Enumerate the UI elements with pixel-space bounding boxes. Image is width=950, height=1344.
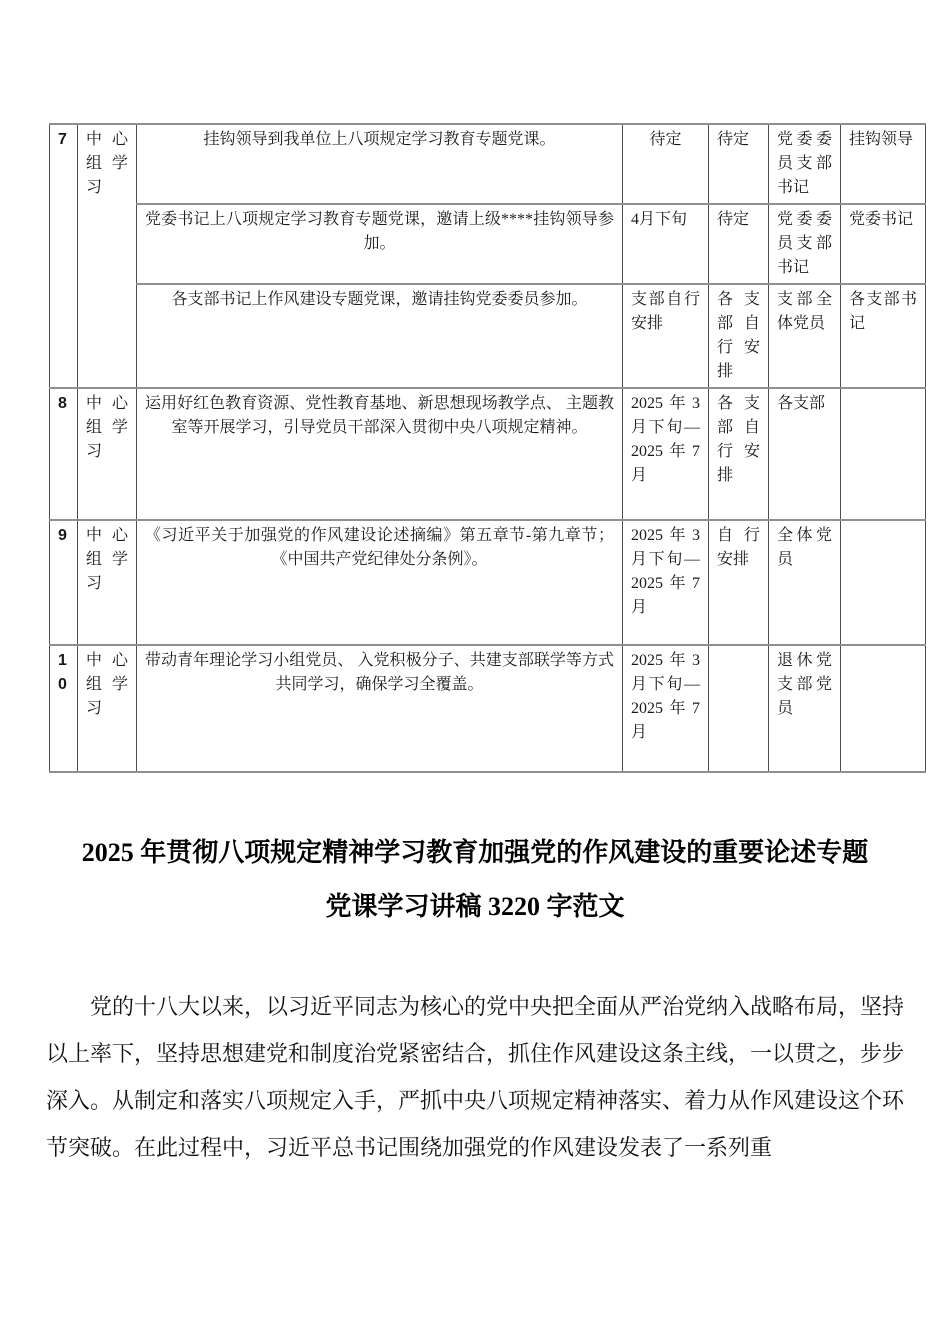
table-row [50, 284, 926, 388]
time-cell: 2025年3月下旬—2025年7月 [623, 388, 709, 520]
table-row [50, 645, 926, 772]
row-number-cell: 10 [50, 645, 78, 772]
time-cell: 4月下旬 [623, 204, 709, 284]
time-cell: 支部自行安排 [623, 284, 709, 388]
arrangement-cell: 待定 [709, 124, 769, 204]
document-title: 2025 年贯彻八项规定精神学习教育加强党的作风建设的重要论述专题党课学习讲稿 3220 字范文 [81, 838, 869, 921]
table-row [50, 388, 926, 520]
arrangement-cell: 各支部自行安排 [709, 284, 769, 388]
category-cell: 中心组学习 [78, 645, 137, 772]
row-number-cell: 7 [50, 124, 78, 388]
participants-cell: 支部全体党员 [769, 284, 841, 388]
participants-cell: 退休党支部党员 [769, 645, 841, 772]
activity-content-cell: 挂钩领导到我单位上八项规定学习教育专题党课。 [137, 124, 623, 204]
participants-cell: 各支部 [769, 388, 841, 520]
body-paragraph: 党的十八大以来，以习近平同志为核心的党中央把全面从严治党纳入战略布局，坚持以上率下，坚持思想建党和制度治党紧密结合，抓住作风建设这条主线，一以贯之，步步深入。从制定和落实八项规定入手，严抓中央八项规定精神落实、着力从作风建设这个环节突破。在此过程中，习近平总书记围绕加强党的作风建设发表了一系列重 [46, 994, 905, 1160]
participants-cell: 党委委员支部书记 [769, 124, 841, 204]
participants-cell: 党委委员支部书记 [769, 204, 841, 284]
row-number-cell: 8 [50, 388, 78, 520]
table-row [50, 520, 926, 645]
speaker-cell: 各支部书记 [841, 284, 926, 388]
activity-content-cell: 运用好红色教育资源、党性教育基地、新思想现场教学点、 主题教室等开展学习，引导党员干部深入贯彻中央八项规定精神。 [137, 388, 623, 520]
table-row [50, 124, 926, 204]
speaker-cell: 挂钩领导 [841, 124, 926, 204]
speaker-cell [841, 520, 926, 645]
table-row [50, 204, 926, 284]
time-cell: 2025年3月下旬—2025年7月 [623, 645, 709, 772]
activity-content-cell: 党委书记上八项规定学习教育专题党课，邀请上级****挂钩领导参加。 [137, 204, 623, 284]
activity-content-cell: 各支部书记上作风建设专题党课，邀请挂钩党委委员参加。 [137, 284, 623, 388]
category-cell: 中心组学习 [78, 388, 137, 520]
arrangement-cell: 待定 [709, 204, 769, 284]
category-cell: 中心组学习 [78, 520, 137, 645]
speaker-cell: 党委书记 [841, 204, 926, 284]
row-number-cell: 9 [50, 520, 78, 645]
arrangement-cell: 各支部自行安排 [709, 388, 769, 520]
participants-cell: 全体党员 [769, 520, 841, 645]
time-cell: 2025年3月下旬—2025年7月 [623, 520, 709, 645]
speaker-cell [841, 645, 926, 772]
study-plan-table-body [50, 124, 926, 772]
category-cell: 中心组学习 [78, 124, 137, 388]
study-plan-table [49, 123, 926, 773]
speaker-cell [841, 388, 926, 520]
activity-content-cell: 《习近平关于加强党的作风建设论述摘编》第五章节-第九章节； 《中国共产党纪律处分条例》。 [137, 520, 623, 645]
activity-content-cell: 带动青年理论学习小组党员、 入党积极分子、共建支部联学等方式共同学习，确保学习全覆盖。 [137, 645, 623, 772]
arrangement-cell [709, 645, 769, 772]
time-cell: 待定 [623, 124, 709, 204]
arrangement-cell: 自行安排 [709, 520, 769, 645]
